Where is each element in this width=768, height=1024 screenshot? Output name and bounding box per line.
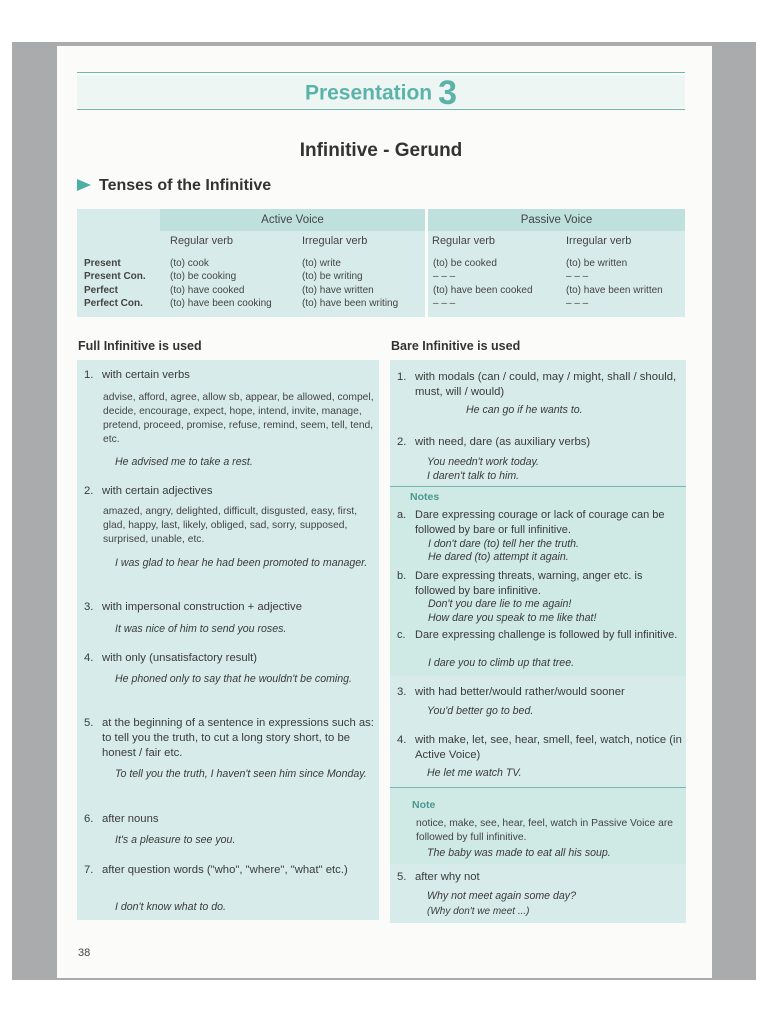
example: I was glad to hear he had been promoted to manager. <box>115 557 368 569</box>
table-cell: – – – <box>433 298 456 309</box>
example: To tell you the truth, I haven't seen him since Monday. <box>115 768 367 780</box>
row-label-present: Present <box>84 258 121 269</box>
example: He phoned only to say that he wouldn't be coming. <box>115 673 353 685</box>
example: I dare you to climb up that tree. <box>428 657 575 669</box>
table-cell: (to) be writing <box>302 271 363 282</box>
list-item: 5. after why not <box>397 871 480 883</box>
table-cell: (to) write <box>302 258 341 269</box>
example: He advised me to take a rest. <box>115 456 253 468</box>
voice-divider <box>425 209 428 317</box>
adjective-list: amazed, angry, delighted, difficult, disgusted, easy, first, glad, happy, last, likely, obliged, sad, sorry, supposed, surprised, unable, etc. <box>103 506 358 545</box>
list-item: 1. with modals (can / could, may / might, shall / should, must, will / would) <box>397 371 677 398</box>
list-item: 3. with had better/would rather/would sooner <box>397 686 625 698</box>
full-infinitive-title: Full Infinitive is used <box>78 339 202 353</box>
page-title: Infinitive - Gerund <box>299 140 463 161</box>
note-item: b. Dare expressing threats, warning, anger etc. is followed by bare infinitive. <box>397 570 643 597</box>
table-cell: (to) have been cooked <box>433 285 533 296</box>
table-cell: (to) cook <box>170 258 209 269</box>
bare-infinitive-title: Bare Infinitive is used <box>391 339 521 353</box>
list-item: 2. with certain adjectives <box>84 485 213 497</box>
example: I daren't talk to him. <box>427 470 520 482</box>
list-item: 2. with need, dare (as auxiliary verbs) <box>397 436 591 448</box>
table-cell: – – – <box>566 271 589 282</box>
example: How dare you speak to me like that! <box>428 612 597 624</box>
active-irregular-header: Irregular verb <box>302 235 368 247</box>
example: You needn't work today. <box>427 456 539 468</box>
tenses-table <box>77 209 685 317</box>
table-cell: (to) be cooked <box>433 258 497 269</box>
list-item: 7. after question words ("who", "where", "what" etc.) <box>84 864 348 876</box>
row-label-present-continuous: Present Con. <box>84 271 146 282</box>
passive-regular-header: Regular verb <box>432 235 495 247</box>
example: It was nice of him to send you roses. <box>115 623 287 635</box>
example: You'd better go to bed. <box>427 705 534 717</box>
example: He dared (to) attempt it again. <box>428 551 569 563</box>
section-title: Tenses of the Infinitive <box>99 177 272 194</box>
example: (Why don't we meet ...) <box>427 906 530 917</box>
passive-voice-header: Passive Voice <box>428 209 685 231</box>
presentation-heading <box>77 74 685 113</box>
table-cell: (to) have cooked <box>170 285 245 296</box>
example: It's a pleasure to see you. <box>115 834 236 846</box>
presentation-word: Presentation <box>304 81 433 105</box>
table-cell: – – – <box>566 298 589 309</box>
example: I don't dare (to) tell her the truth. <box>428 538 580 550</box>
example: Why not meet again some day? <box>427 890 576 902</box>
list-item: 1. with certain verbs <box>84 369 190 381</box>
example: The baby was made to eat all his soup. <box>427 847 611 859</box>
presentation-number: 3 <box>438 74 458 112</box>
example: Don't you dare lie to me again! <box>428 598 572 610</box>
note-item: c. Dare expressing challenge is followed by full infinitive. <box>397 629 678 641</box>
row-label-perfect-continuous: Perfect Con. <box>84 298 143 309</box>
section-heading <box>77 177 271 195</box>
header-top-rule <box>77 72 685 73</box>
list-item: 3. with impersonal construction + adjective <box>84 601 302 613</box>
verb-list: advise, afford, agree, allow sb, appear, be allowed, compel, decide, encourage, expect, hope, intend, invite, manage, pretend, proceed, promise, refuse, remind, seem, tell, tend, etc. <box>103 392 374 445</box>
list-item: 5. at the beginning of a sentence in expressions such as: to tell you the truth, to cut a long story short, to be honest / fair etc. <box>84 717 374 759</box>
passive-irregular-header: Irregular verb <box>566 235 632 247</box>
note-label: Note <box>412 799 436 811</box>
example: He can go if he wants to. <box>466 404 583 416</box>
table-cell: (to) have been written <box>566 285 663 296</box>
table-cell: (to) be written <box>566 258 628 269</box>
table-cell: – – – <box>433 271 456 282</box>
active-regular-header: Regular verb <box>170 235 233 247</box>
note-text: notice, make, see, hear, feel, watch in Passive Voice are followed by full infinitive. <box>416 818 673 843</box>
arrow-icon <box>77 179 91 191</box>
table-cell: (to) be cooking <box>170 271 237 282</box>
note-item: a. Dare expressing courage or lack of courage can be followed by bare or full infinitive. <box>397 509 665 536</box>
table-cell: (to) have been writing <box>302 298 399 309</box>
example: I don't know what to do. <box>115 901 226 913</box>
example: He let me watch TV. <box>427 767 522 779</box>
notes-label: Notes <box>410 491 440 503</box>
active-voice-header: Active Voice <box>160 209 425 231</box>
list-item: 4. with make, let, see, hear, smell, feel, watch, notice (in Active Voice) <box>397 734 682 761</box>
list-item: 6. after nouns <box>84 813 159 825</box>
table-cell: (to) have been cooking <box>170 298 272 309</box>
list-item: 4. with only (unsatisfactory result) <box>84 652 258 664</box>
page-number: 38 <box>78 947 91 959</box>
row-label-perfect: Perfect <box>84 285 118 296</box>
table-cell: (to) have written <box>302 285 374 296</box>
